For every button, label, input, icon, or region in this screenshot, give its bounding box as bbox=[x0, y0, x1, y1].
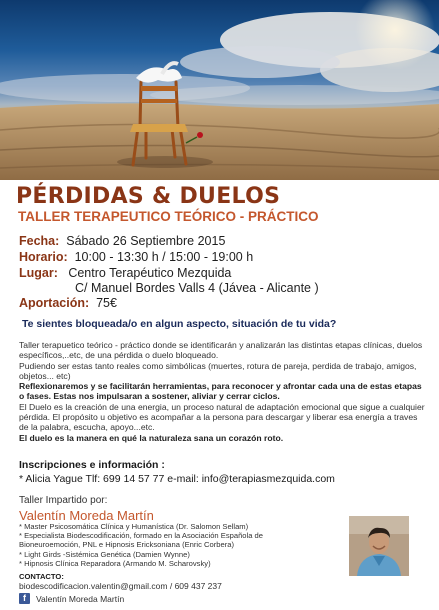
teacher-cv-list bbox=[19, 522, 339, 568]
hero-image bbox=[0, 0, 439, 180]
horario-label: Horario: bbox=[19, 250, 68, 264]
lugar-value-1: Centro Terapéutico Mezquida bbox=[68, 266, 232, 280]
description-paragraph-2: Pudiendo ser estas tanto reales como simbólicas (muertes, rotura de pareja, perdida de trabajo, amigos, objetos... etc) bbox=[19, 360, 417, 381]
page-title: PÉRDIDAS & DUELOS bbox=[16, 184, 281, 209]
question-heading: Te sientes bloqueada/o en algun aspecto, situación de tu vida? bbox=[22, 318, 337, 330]
description-paragraph-5: El duelo es la manera en qué la naturaleza sana un corazón roto. bbox=[19, 432, 284, 443]
teacher-intro: Taller Impartido por: bbox=[19, 495, 108, 506]
description-paragraph-1: Taller terapuetico teórico - práctico donde se identificarán y analizarán las distintas etapas clínicas, duelos específicos,..etc, de una pérdida o duelo bloqueado. bbox=[19, 340, 423, 361]
facebook-icon: f bbox=[19, 593, 30, 604]
aportacion-row bbox=[19, 296, 117, 310]
inscripciones-contact: * Alicia Yague Tlf: 699 14 57 77 e-mail: info@terapiasmezquida.com bbox=[19, 473, 335, 485]
horario-value: 10:00 - 13:30 h / 15:00 - 19:00 h bbox=[74, 250, 254, 264]
aportacion-value: 75€ bbox=[96, 296, 117, 310]
cv-item: Bioneuroemoción, PNL e Hipnosis Ericksoniana (Enric Corbera) bbox=[19, 540, 234, 550]
fecha-value: Sábado 26 Septiembre 2015 bbox=[66, 234, 226, 248]
horario-row bbox=[19, 250, 253, 264]
description-body bbox=[19, 340, 429, 443]
fecha-label: Fecha: bbox=[19, 234, 60, 248]
facebook-name: Valentín Moreda Martín bbox=[36, 593, 125, 604]
cv-item: * Hipnosis Clínica Reparadora (Armando M. Scharovsky) bbox=[19, 558, 211, 568]
lugar-row-2 bbox=[75, 281, 319, 295]
aportacion-label: Aportación: bbox=[19, 296, 90, 310]
facebook-link[interactable] bbox=[19, 593, 124, 604]
cv-item: * Light Girds -Sistémica Genética (Damien Wynne) bbox=[19, 549, 190, 559]
teacher-name: Valentín Moreda Martín bbox=[19, 508, 154, 523]
inscripciones-heading: Inscripciones e información : bbox=[19, 459, 165, 471]
teacher-email-phone[interactable]: biodescodificacion.valentin@gmail.com / 609 437 237 bbox=[19, 581, 222, 591]
lugar-value-2: C/ Manuel Bordes Valls 4 (Jávea - Alicante ) bbox=[75, 281, 319, 295]
teacher-photo-icon bbox=[349, 516, 409, 576]
fecha-row bbox=[19, 234, 225, 248]
cv-item: * Especialista Biodescodificación, formado en la Asociación Española de bbox=[19, 531, 263, 541]
lugar-label: Lugar: bbox=[19, 266, 58, 280]
cv-item: * Master Psicosomática Clínica y Humanística (Dr. Salomon Sellam) bbox=[19, 522, 249, 531]
description-paragraph-4: El Duelo es la creación de una energia, un proceso natural de adaptación emocional que sigue a cualquier pérdida. El propósito u objetivo es acompañar a la persona para descargar y liberar esa energía a traves de la palabra, escucha, apoyo...etc. bbox=[19, 401, 425, 433]
description-paragraph-3: Reflexionaremos y se facilitarán herramientas, para reconocer y afrontar cada una de estas etapas o fases. Estas nos impulsaran a sostener, aliviar y cerrar ciclos. bbox=[19, 381, 422, 402]
contacto-label: CONTACTO: bbox=[19, 572, 64, 581]
page-subtitle: TALLER TERAPEUTICO TEÓRICO - PRÁCTICO bbox=[18, 209, 319, 224]
lugar-row bbox=[19, 266, 231, 280]
